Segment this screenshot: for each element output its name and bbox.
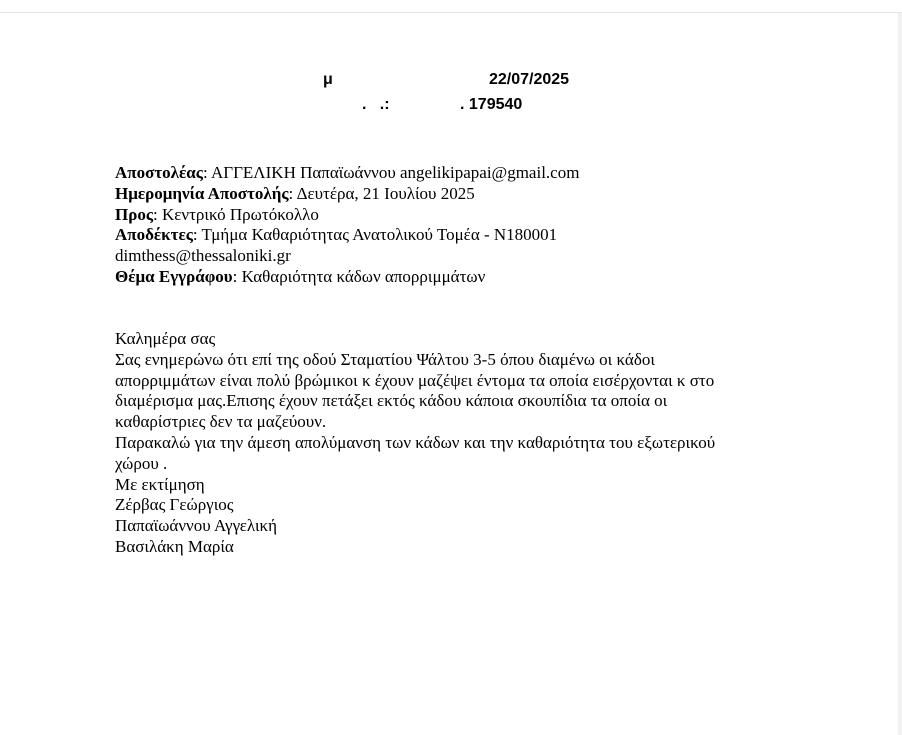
letter-line-5: Παρακαλώ για την άμεση απολύμανση των κάδων και την καθαριότητα του εξωτερικού xyxy=(115,432,716,452)
letter-body xyxy=(115,329,765,558)
email-metadata xyxy=(115,163,765,288)
to-label: Προς xyxy=(115,204,153,224)
recipients-code: - N180001 xyxy=(479,225,558,245)
subject-line xyxy=(115,267,765,288)
letter-line-3: διαμέρισμα μας.Επισης έχουν πετάξει εκτός κάδου κάποια σκουπίδια τα οποία οι xyxy=(115,391,668,411)
header-protocol-label: . .: xyxy=(362,96,390,113)
sent-date-line xyxy=(115,184,765,205)
sender-line xyxy=(115,163,765,184)
recipients-label: Αποδέκτες xyxy=(115,225,193,245)
to-line xyxy=(115,205,765,226)
subject-label: Θέμα Εγγράφου xyxy=(115,266,233,286)
letter-greeting: Καλημέρα σας xyxy=(115,329,216,348)
recipients-value: : Τμήμα Καθαριότητας Ανατολικού Τομέα xyxy=(192,225,480,245)
letter-closing: Με εκτίμηση xyxy=(115,474,205,494)
signatory-1: Ζέρβας Γεώργιος xyxy=(115,495,234,515)
header-protocol-number: . 179540 xyxy=(460,96,523,113)
sent-date-value: : Δευτέρα, 21 Ιουλίου 2025 xyxy=(288,183,475,203)
recipients-email: dimthess@thessaloniki.gr xyxy=(115,246,291,266)
subject-value: : Καθαριότητα κάδων απορριμμάτων xyxy=(232,266,486,286)
letter-line-1: Σας ενημερώνω ότι επί της οδού Σταματίου Ψάλτου 3-5 όπου διαμένω οι κάδοι xyxy=(115,349,655,369)
header-mu-mark: μ xyxy=(323,71,333,88)
signatory-2: Παπαϊωάννου Αγγελική xyxy=(115,516,277,536)
letter-line-6: χώρου . xyxy=(115,453,168,473)
sender-value: : ΑΓΓΕΛΙΚΗ Παπαϊωάννου angelikipapai@gmail.com xyxy=(202,163,580,182)
recipients-line xyxy=(115,225,765,246)
to-value: : Κεντρικό Πρωτόκολλο xyxy=(153,204,319,224)
page-right-edge xyxy=(898,13,902,735)
letter-line-2: απορριμμάτων είναι πολύ βρώμικοι κ έχουν μαζέψει έντομα τα οποία εισέρχονται κ στο xyxy=(115,370,715,390)
signatory-3: Βασιλάκη Μαρία xyxy=(115,536,234,556)
sender-label: Αποστολέας xyxy=(115,163,203,182)
document-page xyxy=(0,13,898,735)
letter-line-4: καθαρίστριες δεν τα μαζεύουν. xyxy=(115,412,327,432)
sent-date-label: Ημερομηνία Αποστολής xyxy=(115,183,289,203)
header-date: 22/07/2025 xyxy=(489,71,570,88)
